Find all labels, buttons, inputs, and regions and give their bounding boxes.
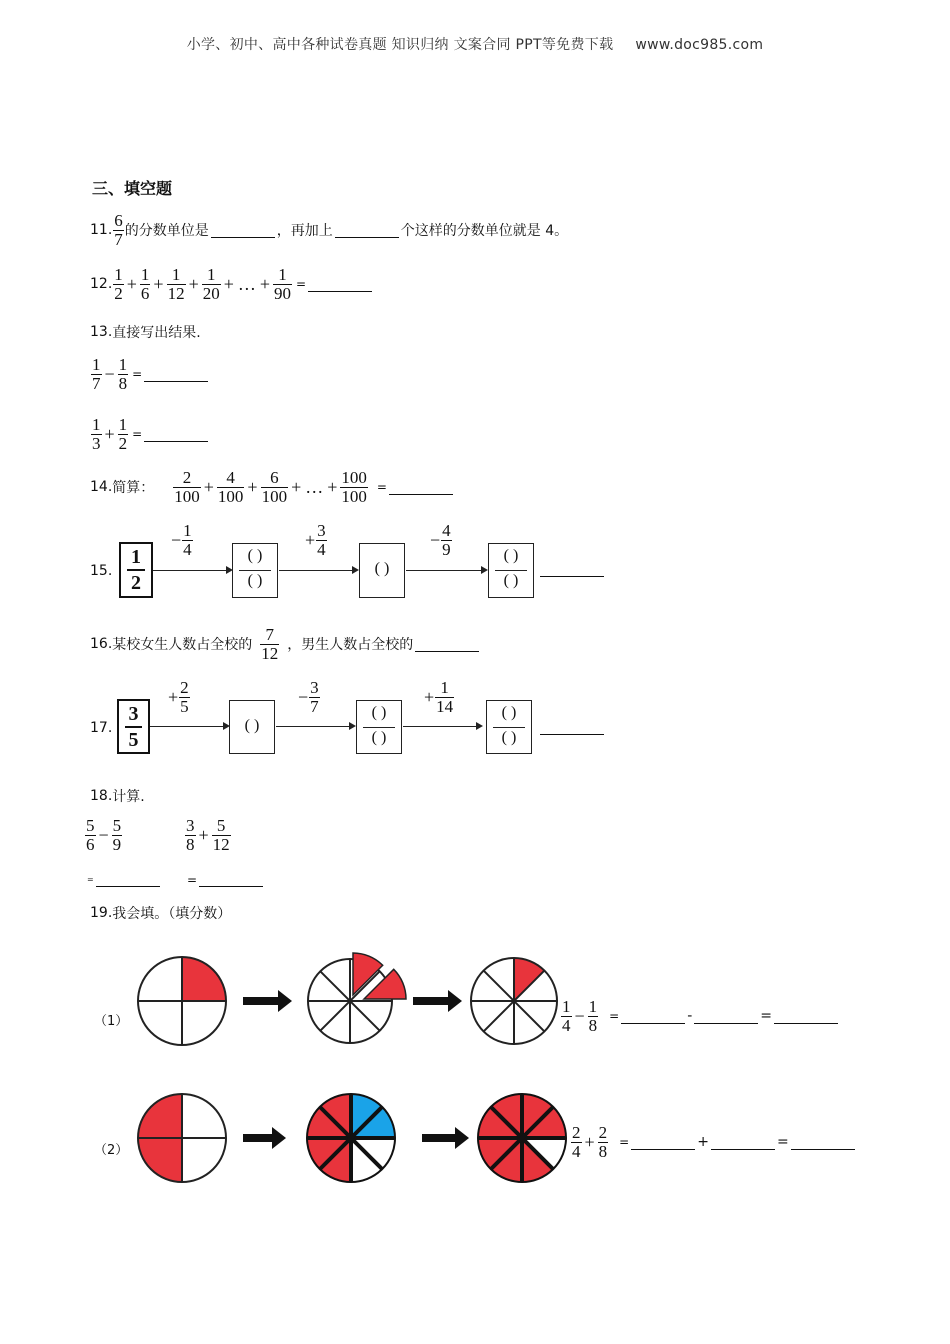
part-1-label: （1） (94, 1014, 129, 1029)
part-2-label: （2） (94, 1143, 129, 1158)
answer-blank[interactable] (621, 1009, 685, 1024)
question-17-number: 17. (90, 720, 113, 736)
answer-blank[interactable] (540, 562, 604, 577)
answer-blank[interactable] (144, 427, 208, 442)
answer-box[interactable]: ( ) (229, 700, 275, 754)
answer-box[interactable]: ( ) ( ) (486, 700, 532, 754)
header-site: www.doc985.com (635, 37, 764, 53)
answer-18b: = (184, 872, 265, 887)
fraction: $\frac{6}{7}$ (114, 211, 123, 249)
header-text: 小学、初中、高中各种试卷真题 知识归纳 文案合同 PPT等免费下载 (186, 37, 614, 53)
answer-blank[interactable] (711, 1135, 775, 1150)
question-18a: $\frac{5}{6}$ − $\frac{5}{9}$ (86, 816, 122, 854)
circle-eighths-red (478, 1094, 566, 1182)
answer-18a: = (84, 872, 162, 887)
equation-19-2: $\frac{2}{4}$ + $\frac{2}{8}$ = + = (570, 1124, 857, 1161)
question-19: 19. 我会填。（填分数） (90, 905, 232, 922)
question-16: 16. 某校女生人数占全校的 $\frac{7}{12}$ ，男生人数占全校的 (90, 626, 481, 663)
arrow-right-icon (422, 1127, 469, 1149)
question-13: 13. 直接写出结果. (90, 324, 201, 341)
circle-eighths-split (308, 953, 406, 1043)
start-box: 3 5 (117, 699, 150, 754)
arrow-right-icon (243, 1127, 286, 1149)
question-13b: $\frac{1}{3}$ + $\frac{1}{2}$ = (90, 416, 210, 453)
question-12: 12. $\frac{1}{2}$ + $\frac{1}{6}$ + $\frac{1}{12}$ + $\frac{1}{20}$ + … + $\frac{1}{90}$ = (90, 266, 374, 303)
question-13a: $\frac{1}{7}$ − $\frac{1}{8}$ = (90, 356, 210, 393)
answer-blank[interactable] (199, 872, 263, 887)
page-header (0, 34, 950, 54)
fraction-circles-1 (130, 948, 570, 1054)
section-title: 三、填空题 (92, 179, 173, 198)
answer-blank[interactable] (144, 367, 208, 382)
answer-blank[interactable] (96, 872, 160, 887)
answer-blank[interactable] (415, 637, 479, 652)
arrow-right-icon (243, 990, 292, 1012)
start-box: 1 2 (119, 542, 153, 598)
question-18b: $\frac{3}{8}$ + $\frac{5}{12}$ (186, 816, 230, 854)
answer-box[interactable]: ( ) (359, 543, 405, 598)
answer-blank[interactable] (540, 720, 604, 735)
answer-blank[interactable] (389, 480, 453, 495)
arrow-right-icon (413, 990, 462, 1012)
answer-box[interactable]: ( ) ( ) (232, 543, 278, 598)
answer-blank[interactable] (694, 1009, 758, 1024)
answer-blank[interactable] (774, 1009, 838, 1024)
question-18: 18. 计算. (90, 788, 145, 805)
answer-blank[interactable] (335, 223, 399, 238)
question-15-number: 15. (90, 563, 113, 579)
circle-quarters (138, 957, 226, 1045)
fraction-circles-2 (130, 1088, 570, 1188)
question-11: 11. $\frac{6}{7}$ 的分数单位是 ，再加上 个这样的分数单位就是 4。 (90, 211, 569, 249)
question-14: 14. 简算： $\frac{2}{100}$ + $\frac{4}{100}$ + $\frac{6}{100}$ + … + $\frac{100}{100}$ = (90, 469, 455, 506)
answer-blank[interactable] (308, 277, 372, 292)
answer-box[interactable]: ( ) ( ) (356, 700, 402, 754)
circle-eighths (471, 958, 557, 1044)
answer-blank[interactable] (211, 223, 275, 238)
answer-box[interactable]: ( ) ( ) (488, 543, 534, 598)
equation-19-1: $\frac{1}{4}$ − $\frac{1}{8}$ = - = (560, 998, 840, 1035)
answer-blank[interactable] (791, 1135, 855, 1150)
answer-blank[interactable] (631, 1135, 695, 1150)
circle-eighths-colored (307, 1094, 395, 1182)
circle-quarters-half (138, 1094, 226, 1182)
